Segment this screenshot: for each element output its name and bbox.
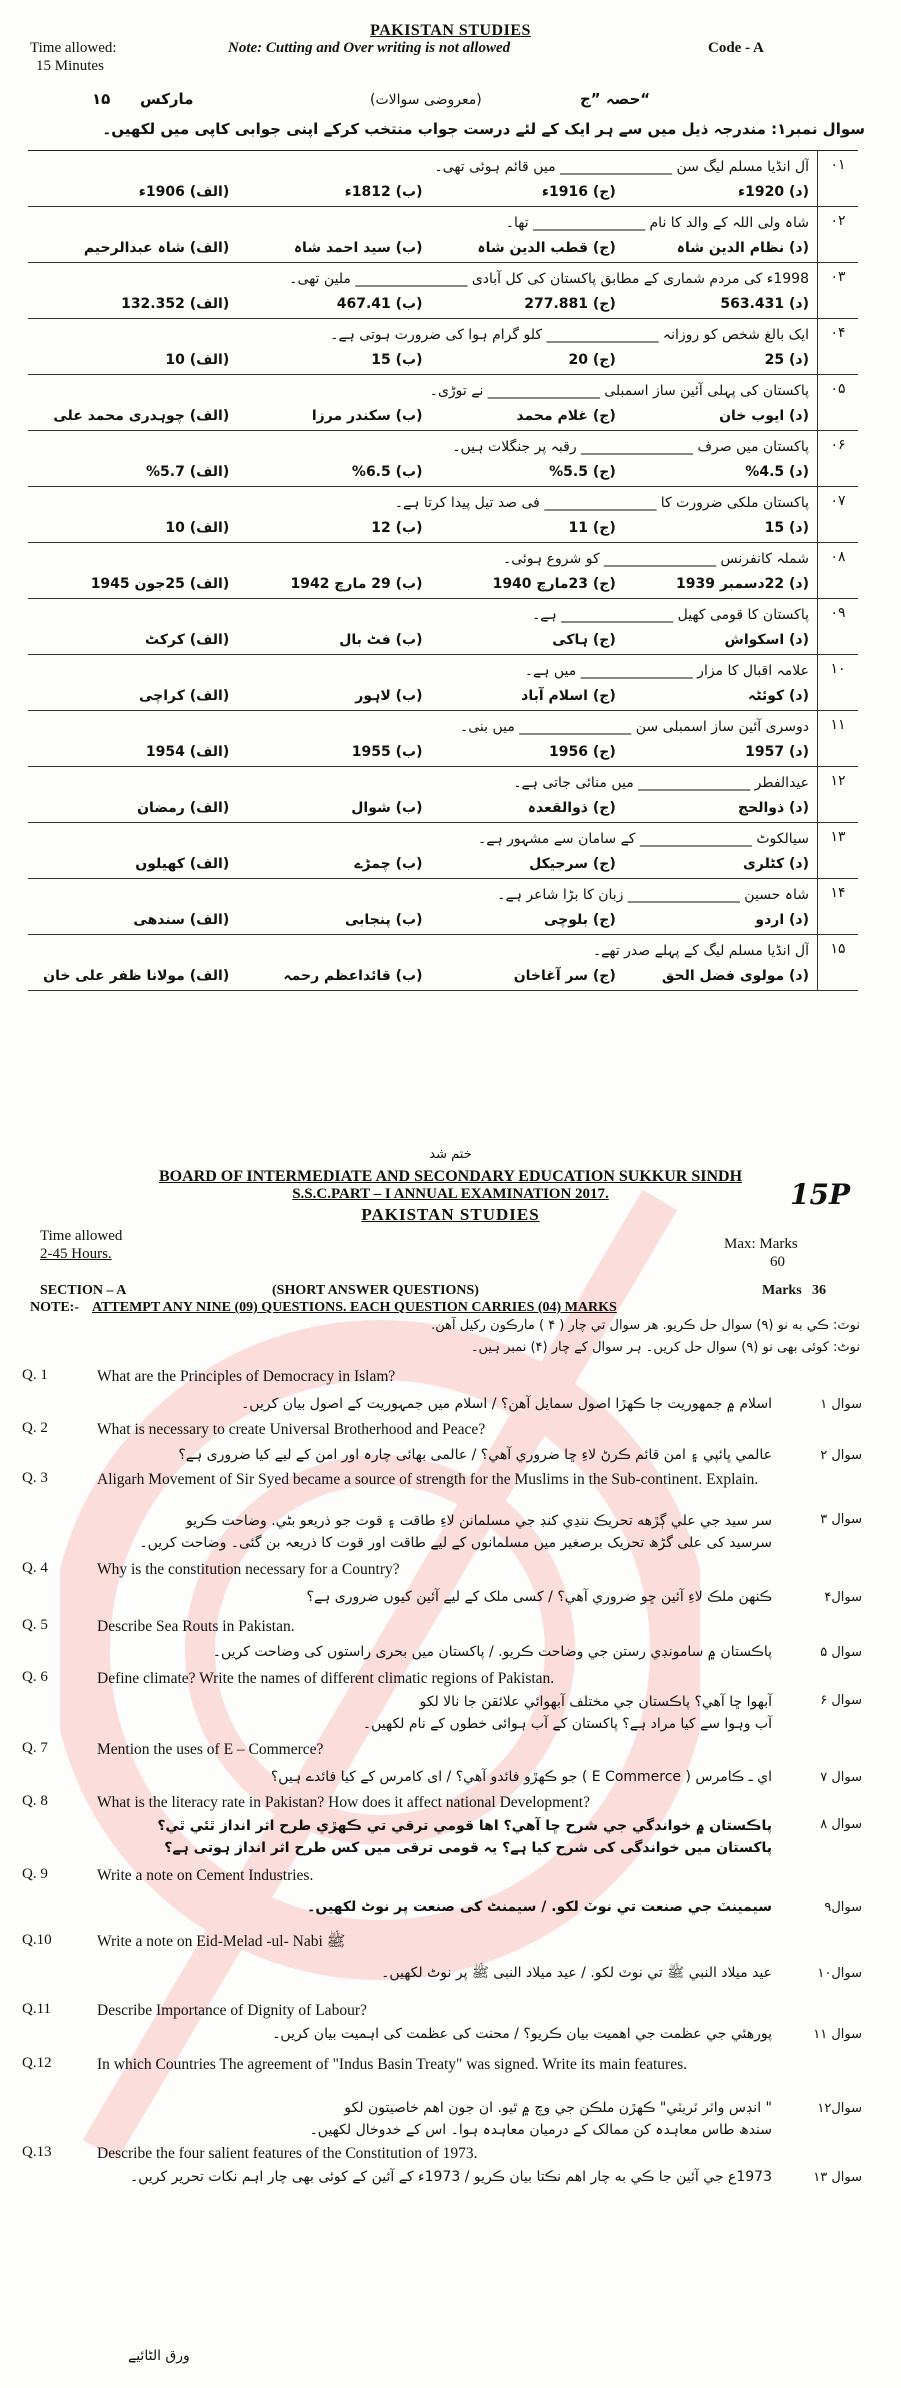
paper1-subject: PAKISTAN STUDIES bbox=[370, 22, 531, 39]
question-translation: ڪنهن ملڪ لاءِ آئين ڇو ضروري آهي؟ / کسی ملک کے لیے آئین کیوں ضروری ہے؟ bbox=[306, 1589, 772, 1605]
question-text: Write a note on Eid-Melad -ul- Nabi ﷺ bbox=[97, 1933, 346, 1950]
mcq-option: (ج) 277.881 bbox=[524, 296, 616, 312]
mcq-option: (ب) چمڑے bbox=[354, 856, 423, 872]
question-number: Q.11 bbox=[22, 2001, 52, 2017]
question-translation: سيمينٽ جي صنعت تي نوٽ لکو. / سیمنٹ کی صنعت پر نوٹ لکھیں۔ bbox=[307, 1899, 772, 1915]
mcq-row bbox=[28, 431, 858, 487]
mcq-row bbox=[28, 599, 858, 655]
question-translation-2: سرسید کی علی گڑھ تحریک برصغیر میں مسلمانوں کے لیے طاقت اور قوت کا ذریعہ بن گئی۔ وضاحت کریں۔ bbox=[139, 1535, 772, 1551]
question-label: سوال ۱۱ bbox=[813, 2027, 862, 2042]
mcq-stem: ایک بالغ شخص کو روزانہ ________________ کلو گرام ہوا کی ضرورت ہوتی ہے۔ bbox=[330, 327, 809, 343]
mcq-option: (الف) سندھی bbox=[133, 912, 230, 928]
mcq-option: (ب) پنجابی bbox=[345, 912, 423, 928]
mcq-option: (ب) فٹ بال bbox=[339, 632, 423, 648]
question-translation: عالمي ڀائپي ۽ امن قائم ڪرڻ لاءِ ڇا ضروري آهي؟ / عالمی بھائی چارہ اور امن کے لیے کیا ضروری ہے؟ bbox=[178, 1447, 772, 1463]
mcq-stem: پاکستان میں صرف ________________ رقبہ پر جنگلات ہیں۔ bbox=[452, 439, 809, 455]
mcq-row bbox=[28, 375, 858, 431]
mcq-row bbox=[28, 767, 858, 823]
question-translation: اي ـ ڪامرس ( E Commerce ) جو ڪهڙو فائدو آهي؟ / ای کامرس کے کیا فائدے ہیں؟ bbox=[270, 1769, 772, 1785]
mcq-option: (ب) 12 bbox=[371, 520, 423, 536]
mcq-stem: آل انڈیا مسلم لیگ سن ________________ میں قائم ہوئی تھی۔ bbox=[434, 159, 809, 175]
mcq-number: ۰۷ bbox=[830, 493, 846, 509]
question-label: سوال۱۰ bbox=[817, 1966, 862, 1981]
mcq-number: ۰۵ bbox=[830, 381, 846, 397]
question-label: سوال۱۲ bbox=[817, 2101, 862, 2116]
question-text: Mention the uses of E – Commerce? bbox=[97, 1741, 324, 1758]
mcq-row bbox=[28, 823, 858, 879]
question-text: Why is the constitution necessary for a Country? bbox=[97, 1561, 400, 1578]
question-translation: پورهئي جي عظمت جي اهميت بيان ڪريو؟ / محنت کی عظمت کی اہمیت بیان کریں۔ bbox=[272, 2026, 772, 2042]
mcq-option: (ج) بلوچی bbox=[543, 912, 616, 928]
question-number: Q. 7 bbox=[22, 1740, 48, 1756]
mcq-option: (الف) 25جون 1945 bbox=[90, 576, 230, 592]
mcq-option: (ج) ذوالقعدہ bbox=[527, 800, 616, 816]
mcq-number: ۰۹ bbox=[830, 605, 846, 621]
paper1-end-mark: ختم شد bbox=[429, 1147, 472, 1162]
mcq-stem: دوسری آئین ساز اسمبلی سن ________________ میں بنی۔ bbox=[460, 719, 809, 735]
mcq-table bbox=[28, 150, 858, 991]
mcq-option: (د) 25 bbox=[764, 352, 809, 368]
mcq-option: (الف) 10 bbox=[165, 520, 230, 536]
mcq-option: (الف) کراچی bbox=[138, 688, 230, 704]
mcq-row bbox=[28, 319, 858, 375]
mcq-option: (د) کوئٹہ bbox=[748, 688, 809, 704]
paper2-time-value: 2-45 Hours. bbox=[40, 1246, 112, 1262]
mcq-stem: عیدالفطر ________________ میں منائی جاتی ہے۔ bbox=[513, 775, 809, 791]
mcq-option: (ج) 11 bbox=[568, 520, 616, 536]
mcq-stem: آل انڈیا مسلم لیگ کے پہلے صدر تھے۔ bbox=[592, 943, 809, 959]
question-label: سوال ۸ bbox=[820, 1817, 862, 1832]
mcq-option: (د) 4.5% bbox=[745, 464, 809, 480]
mcq-option: (ب) 1812ء bbox=[344, 184, 423, 200]
mcq-number: ۱۵ bbox=[830, 941, 846, 957]
mcq-stem: سیالکوٹ ________________ کے سامان سے مشہور ہے۔ bbox=[478, 831, 809, 847]
mcq-row bbox=[28, 263, 858, 319]
paper1-marks-label: مارکس bbox=[140, 90, 194, 108]
mcq-option: (ب) 6.5% bbox=[351, 464, 423, 480]
mcq-row bbox=[28, 207, 858, 263]
question-translation: آبهوا ڇا آهي؟ پاڪستان جي مختلف آبهوائي علائقن جا نالا لکو bbox=[419, 1694, 772, 1710]
mcq-option: (الف) شاہ عبدالرحیم bbox=[83, 240, 230, 256]
mcq-option: (د) 1957 bbox=[745, 744, 809, 760]
paper2-footer: ورق الٹائیے bbox=[128, 2348, 190, 2364]
mcq-option: (ب) سید احمد شاہ bbox=[293, 240, 423, 256]
paper2-section-marks-value: 36 bbox=[812, 1283, 826, 1298]
question-number: Q.10 bbox=[22, 1932, 52, 1948]
mcq-option: (ب) 1955 bbox=[351, 744, 423, 760]
mcq-option: (د) کٹلری bbox=[743, 856, 809, 872]
paper2-time-label: Time allowed bbox=[40, 1228, 123, 1244]
mcq-option: (الف) کھیلوں bbox=[135, 856, 230, 872]
paper1-time-value: 15 Minutes bbox=[36, 58, 104, 74]
question-label: سوال۴ bbox=[824, 1590, 862, 1605]
mcq-number: ۰۱ bbox=[830, 157, 846, 173]
mcq-option: (د) مولوی فضل الحق bbox=[661, 968, 809, 984]
mcq-option: (ج) سر آغاخان bbox=[513, 968, 616, 984]
paper2-max-marks-label: Max: Marks bbox=[724, 1236, 798, 1252]
question-translation: سر سید جي علي ڳڙهه تحريڪ ننڍي کنڊ جي مسلمانن لاءِ طاقت ۽ قوت جو ذريعو بڻي. وضاحت ڪريو bbox=[185, 1513, 772, 1529]
question-text: What is the literacy rate in Pakistan? How does it affect national Development? bbox=[97, 1794, 590, 1811]
paper2-subject: PAKISTAN STUDIES bbox=[361, 1205, 540, 1224]
paper1-code: Code - A bbox=[708, 40, 764, 56]
mcq-option: (د) ذوالحج bbox=[738, 800, 809, 816]
mcq-option: (الف) مولانا ظفر علی خان bbox=[43, 968, 230, 984]
question-number: Q.13 bbox=[22, 2144, 52, 2160]
question-label: سوال ۵ bbox=[820, 1645, 862, 1660]
mcq-row bbox=[28, 935, 858, 991]
question-text: What is necessary to create Universal Brotherhood and Peace? bbox=[97, 1421, 486, 1438]
question-number: Q. 3 bbox=[22, 1470, 48, 1486]
mcq-stem: پاکستان کی پہلی آئین ساز اسمبلی ________________ نے توڑی۔ bbox=[429, 383, 809, 399]
mcq-stem: پاکستان ملکی ضرورت کا ________________ فی صد تیل پیدا کرتا ہے۔ bbox=[394, 495, 809, 511]
paper2-note-urdu: نوٹ: کوئی بھی نو (۹) سوال حل کریں۔ ہر سوال کے چار (۴) نمبر ہیں۔ bbox=[470, 1340, 860, 1355]
question-text: Define climate? Write the names of different climatic regions of Pakistan. bbox=[97, 1670, 555, 1687]
question-text: In which Countries The agreement of "Indus Basin Treaty" was signed. Write its main features. bbox=[97, 2056, 688, 2073]
mcq-option: (الف) کرکٹ bbox=[145, 632, 230, 648]
mcq-option: (د) 563.431 bbox=[720, 296, 809, 312]
question-number: Q. 4 bbox=[22, 1560, 48, 1576]
question-translation: پاڪستان ۾ سامونڊي رستن جي وضاحت ڪريو. / پاکستان میں بحری راستوں کی وضاحت کریں۔ bbox=[212, 1644, 772, 1660]
mcq-option: (د) اسکواش bbox=[724, 632, 809, 648]
paper2-note-text: ATTEMPT ANY NINE (09) QUESTIONS. EACH QUESTION CARRIES (04) MARKS bbox=[92, 1300, 617, 1315]
mcq-stem: شاہ حسین ________________ زبان کا بڑا شاعر ہے۔ bbox=[497, 887, 809, 903]
mcq-option: (الف) چوہدری محمد علی bbox=[53, 408, 230, 424]
mcq-option: (الف) 10 bbox=[165, 352, 230, 368]
mcq-option: (ب) 15 bbox=[371, 352, 423, 368]
question-number: Q. 1 bbox=[22, 1367, 48, 1383]
question-text: Aligarh Movement of Sir Syed became a source of strength for the Muslims in the Sub-continent. Explain. bbox=[97, 1471, 759, 1488]
paper2-code: 15P bbox=[790, 1178, 851, 1211]
mcq-option: (الف) 132.352 bbox=[121, 296, 230, 312]
mcq-number: ۱۲ bbox=[830, 773, 846, 789]
question-label: سوال ۷ bbox=[820, 1770, 862, 1785]
question-number: Q. 6 bbox=[22, 1669, 48, 1685]
mcq-option: (ج) 1916ء bbox=[541, 184, 616, 200]
mcq-option: (ب) قائداعظم رحمہ bbox=[283, 968, 423, 984]
mcq-option: (ب) 467.41 bbox=[336, 296, 423, 312]
question-label: سوال ۳ bbox=[820, 1512, 862, 1527]
mcq-option: (ب) شوال bbox=[351, 800, 423, 816]
mcq-number: ۰۶ bbox=[830, 437, 846, 453]
mcq-option: (د) 1920ء bbox=[738, 184, 809, 200]
mcq-option: (د) اردو bbox=[755, 912, 809, 928]
question-label: سوال ۱۳ bbox=[813, 2170, 862, 2185]
question-number: Q. 2 bbox=[22, 1420, 48, 1436]
question-number: Q. 5 bbox=[22, 1617, 48, 1633]
mcq-option: (د) 15 bbox=[764, 520, 809, 536]
paper2-section-label: SECTION – A bbox=[40, 1283, 127, 1298]
paper1-question-heading: سوال نمبر۱: مندرجہ ذیل میں سے ہر ایک کے لئے درست جواب منتخب کرکے اپنی جوابی کاپی میں لکھیں۔ bbox=[102, 120, 865, 138]
question-label: سوال ۱ bbox=[820, 1397, 862, 1412]
mcq-option: (ج) 1956 bbox=[549, 744, 616, 760]
mcq-row bbox=[28, 879, 858, 935]
mcq-stem: پاکستان کا قومی کھیل ________________ ہے۔ bbox=[532, 607, 809, 623]
mcq-option: (ب) سکندر مرزا bbox=[311, 408, 423, 424]
paper2-section-marks-label: Marks bbox=[762, 1283, 802, 1298]
mcq-row bbox=[28, 711, 858, 767]
question-text: Describe Sea Routs in Pakistan. bbox=[97, 1618, 295, 1635]
question-label: سوال ۶ bbox=[820, 1693, 862, 1708]
paper1-marks-value: ۱۵ bbox=[92, 90, 111, 108]
question-number: Q. 9 bbox=[22, 1866, 48, 1882]
mcq-stem: شاہ ولی اللہ کے والد کا نام ________________ تھا۔ bbox=[505, 215, 809, 231]
paper2-max-marks-value: 60 bbox=[770, 1254, 785, 1270]
question-translation-2: آب وہوا سے کیا مراد ہے؟ پاکستان کے آب ہوائی خطوں کے نام لکھیں۔ bbox=[362, 1716, 772, 1732]
mcq-number: ۱۴ bbox=[830, 885, 846, 901]
mcq-option: (ب) 29 مارچ 1942 bbox=[290, 576, 423, 592]
mcq-number: ۰۳ bbox=[830, 269, 846, 285]
paper1-section-label: حصہ ”ج“ bbox=[580, 90, 651, 108]
question-translation: پاڪستان ۾ خواندگي جي شرح ڇا آهي؟ اها قومي ترقي تي ڪهڙي طرح اثر انداز ٿئي ٿي؟ bbox=[157, 1818, 772, 1834]
mcq-number: ۰۸ bbox=[830, 549, 846, 565]
mcq-option: (د) ایوب خان bbox=[719, 408, 809, 424]
mcq-number: ۱۱ bbox=[830, 717, 846, 733]
paper2-section-title: (SHORT ANSWER QUESTIONS) bbox=[272, 1283, 479, 1298]
mcq-option: (ج) 5.5% bbox=[549, 464, 616, 480]
mcq-row bbox=[28, 151, 858, 207]
mcq-option: (الف) 5.7% bbox=[146, 464, 230, 480]
question-translation: عيد ميلاد النبي ﷺ تي نوٽ لکو. / عید میلاد النبی ﷺ پر نوٹ لکھیں۔ bbox=[381, 1965, 772, 1981]
mcq-option: (الف) رمضان bbox=[137, 800, 230, 816]
question-label: سوال ۲ bbox=[820, 1448, 862, 1463]
mcq-option: (د) 22دسمبر 1939 bbox=[676, 576, 809, 592]
mcq-number: ۰۴ bbox=[830, 325, 846, 341]
paper2-note-label: NOTE:- bbox=[30, 1300, 79, 1315]
mcq-number: ۰۲ bbox=[830, 213, 846, 229]
mcq-option: (ج) قطب الدین شاہ bbox=[477, 240, 616, 256]
mcq-option: (ج) 20 bbox=[568, 352, 616, 368]
question-number: Q.12 bbox=[22, 2055, 52, 2071]
mcq-option: (ب) لاہور bbox=[355, 688, 423, 704]
paper1-objective-label: (معروضی سوالات) bbox=[370, 92, 482, 108]
mcq-stem: علامہ اقبال کا مزار ________________ میں ہے۔ bbox=[524, 663, 809, 679]
mcq-option: (الف) 1906ء bbox=[138, 184, 230, 200]
question-text: Describe the four salient features of the Constitution of 1973. bbox=[97, 2145, 478, 2162]
question-label: سوال۹ bbox=[824, 1900, 862, 1915]
question-translation: اسلام ۾ جمهوريت جا ڪهڙا اصول سمايل آهن؟ / اسلام میں جمہوریت کے اصول بیان کریں۔ bbox=[241, 1396, 772, 1412]
mcq-option: (ج) غلام محمد bbox=[516, 408, 616, 424]
question-text: Write a note on Cement Industries. bbox=[97, 1867, 314, 1884]
mcq-row bbox=[28, 543, 858, 599]
mcq-row bbox=[28, 655, 858, 711]
question-text: Describe Importance of Dignity of Labour? bbox=[97, 2002, 367, 2019]
question-translation-2: پاکستان میں خواندگی کی شرح کیا ہے؟ یہ قومی ترقی میں کس طرح اثر انداز ہوتی ہے؟ bbox=[164, 1840, 772, 1856]
question-translation-2: سندھ طاس معاہدہ کن ممالک کے درمیان معاہدہ ہوا۔ اس کے خدوخال لکھیں۔ bbox=[309, 2122, 772, 2138]
paper2-board: BOARD OF INTERMEDIATE AND SECONDARY EDUCATION SUKKUR SINDH bbox=[158, 1168, 743, 1185]
question-number: Q. 8 bbox=[22, 1793, 48, 1809]
question-translation: 1973ع جي آئين جا ڪي به چار اهم نڪتا بيان ڪريو / 1973ء کے آئین کے کوئی بھی چار اہم نکات تحریر کریں۔ bbox=[130, 2169, 772, 2185]
paper1-note: Note: Cutting and Over writing is not allowed bbox=[228, 40, 511, 56]
question-text: What are the Principles of Democracy in Islam? bbox=[97, 1368, 396, 1385]
mcq-option: (ج) سرجیکل bbox=[529, 856, 616, 872]
mcq-stem: 1998ء کی مردم شماری کے مطابق پاکستان کی کل آبادی ________________ ملین تھی۔ bbox=[289, 271, 809, 287]
mcq-option: (ج) ہاکی bbox=[552, 632, 616, 648]
paper2-note-sindhi: نوٽ: ڪي به نو (۹) سوال حل ڪريو. هر سوال تي چار ( ۴ ) مارڪون رکيل آهن. bbox=[431, 1318, 860, 1333]
question-translation: " انڊس واٽر ٽريٽي" ڪهڙن ملڪن جي وچ ۾ ٿيو. ان جون اهم خاصيتون لکو bbox=[344, 2100, 772, 2116]
mcq-row bbox=[28, 487, 858, 543]
paper1-time-label: Time allowed: bbox=[30, 40, 117, 56]
paper2-exam: S.S.C.PART – I ANNUAL EXAMINATION 2017. bbox=[292, 1186, 609, 1202]
mcq-option: (د) نظام الدین شاہ bbox=[676, 240, 809, 256]
mcq-number: ۱۳ bbox=[830, 829, 846, 845]
mcq-stem: شملہ کانفرنس ________________ کو شروع ہوئی۔ bbox=[503, 551, 809, 567]
mcq-option: (ج) اسلام آباد bbox=[521, 688, 616, 704]
mcq-option: (ج) 23مارچ 1940 bbox=[492, 576, 616, 592]
mcq-option: (الف) 1954 bbox=[145, 744, 230, 760]
mcq-number: ۱۰ bbox=[830, 661, 846, 677]
